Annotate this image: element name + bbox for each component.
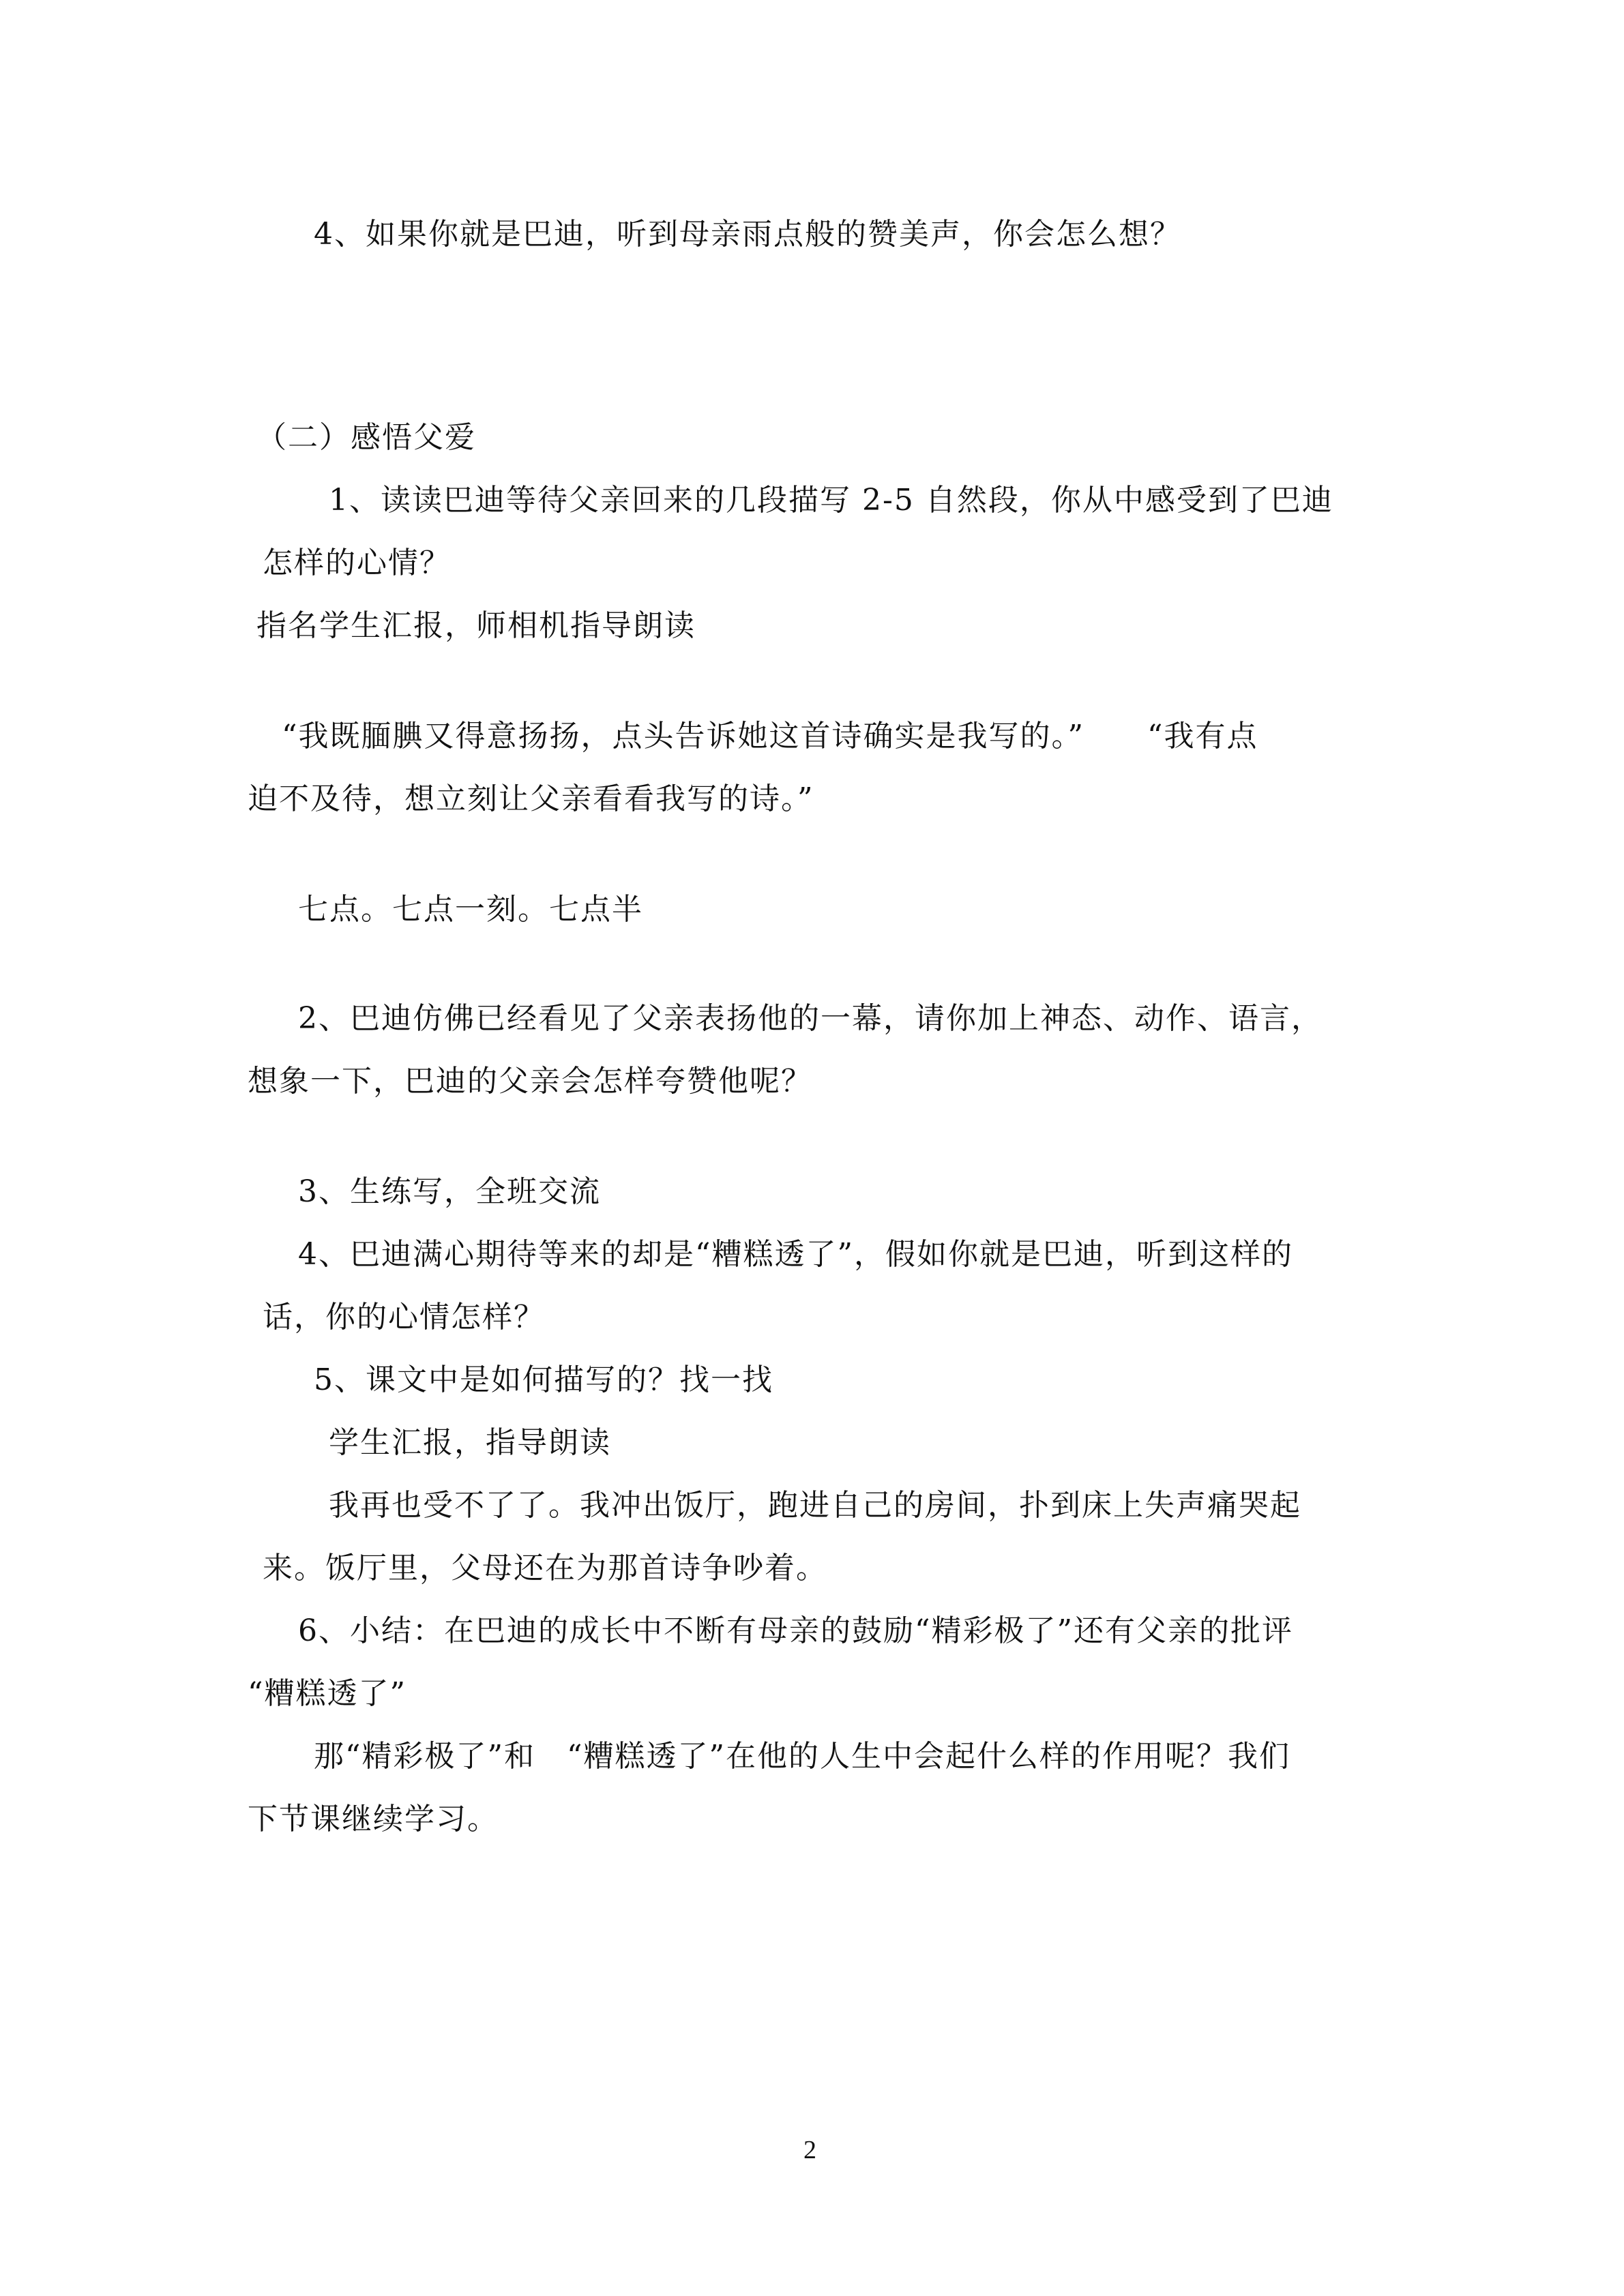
teacher-guidance-reading: 指名学生汇报，师相机指导朗读	[256, 608, 696, 643]
question-4-line-1: 4、巴迪满心期待等来的却是“糟糕透了”，假如你就是巴迪，听到这样的	[298, 1237, 1293, 1272]
page-number: 2	[803, 2136, 816, 2164]
question-1-line-2: 怎样的心情？	[263, 546, 451, 580]
question-5-find-description: 5、课文中是如何描写的？找一找	[314, 1362, 773, 1397]
closing-line-1: 那“精彩极了”和 “糟糕透了”在他的人生中会起什么样的作用呢？我们	[314, 1739, 1290, 1774]
excerpt-line-2: 来。饭厅里，父母还在为那首诗争吵着。	[263, 1551, 827, 1585]
question-4-line-2: 话，你的心情怎样？	[263, 1300, 545, 1335]
time-sequence: 七点。七点一刻。七点半	[298, 892, 643, 927]
closing-line-2: 下节课继续学习。	[248, 1802, 499, 1836]
summary-line-2: “糟糕透了”	[248, 1676, 407, 1711]
excerpt-line-1: 我再也受不了了。我冲出饭厅，跑进自己的房间，扑到床上失声痛哭起	[329, 1488, 1301, 1523]
question-2-line-1: 2、巴迪仿佛已经看见了父亲表扬他的一幕，请你加上神态、动作、语言，	[298, 1001, 1323, 1036]
quote-line-1: “我既腼腆又得意扬扬，点头告诉她这首诗确实是我写的。” “我有点	[282, 719, 1258, 754]
quote-line-2: 迫不及待，想立刻让父亲看看我写的诗。”	[248, 781, 814, 816]
question-3-writing-practice: 3、生练写，全班交流	[298, 1174, 601, 1209]
student-report-guidance: 学生汇报，指导朗读	[329, 1425, 611, 1460]
section-heading-fatherly-love: （二）感悟父爱	[256, 420, 476, 455]
question-1-line-1: 1、读读巴迪等待父亲回来的几段描写 2-5 自然段，你从中感受到了巴迪	[329, 483, 1333, 518]
summary-line-1: 6、小结：在巴迪的成长中不断有母亲的鼓励“精彩极了”还有父亲的批评	[298, 1613, 1293, 1648]
question-2-line-2: 想象一下，巴迪的父亲会怎样夸赞他呢？	[248, 1064, 812, 1099]
question-4-imagine-buddy: 4、如果你就是巴迪，听到母亲雨点般的赞美声，你会怎么想？	[314, 217, 1181, 252]
